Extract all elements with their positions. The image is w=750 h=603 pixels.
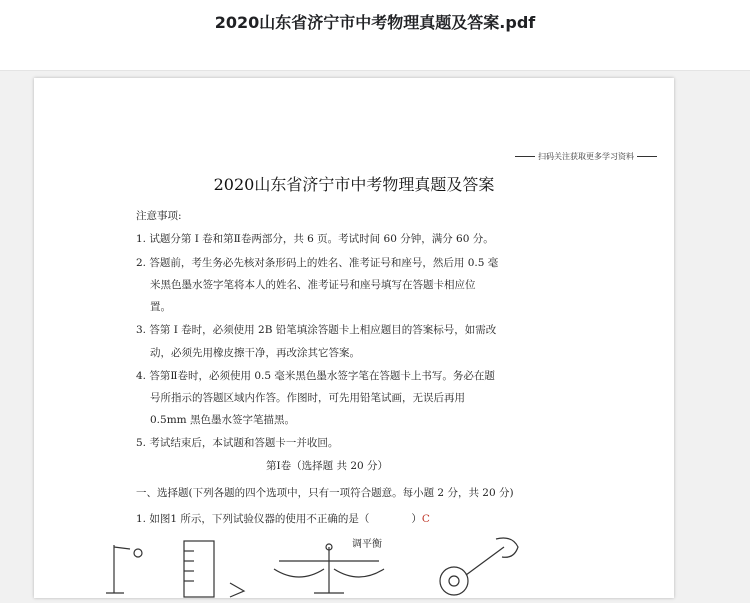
figure-spring-scale [440, 538, 518, 595]
header-dash-right [637, 156, 657, 157]
document-title: 2020山东省济宁市中考物理真题及答案 [213, 175, 495, 194]
question-1-answer: C [421, 513, 430, 525]
figure-1-instruments [34, 533, 674, 603]
figure-cylinder [184, 541, 244, 597]
question-1-text: 1. 如图1 所示，下列试验仪器的使用不正确的是（ ） [136, 513, 422, 525]
header-dash-left [515, 156, 535, 157]
question-1 [136, 511, 430, 526]
notice-line: 1. 试题分第 Ⅰ 卷和第Ⅱ卷两部分，共 6 页。考试时间 60 分钟，满分 60 分。 [136, 233, 494, 245]
notice-line: 置。 [150, 301, 171, 313]
question-intro: 一、选择题(下列各题的四个选项中，只有一项符合题意。每小题 2 分，共 20 分) [136, 487, 514, 499]
notice-line: 3. 答第 Ⅰ 卷时，必须使用 2B 铅笔填涂答题卡上相应题目的答案标号，如需改 [136, 324, 497, 336]
header-note [512, 151, 660, 162]
notice-line: 4. 答第Ⅱ卷时，必须使用 0.5 毫米黑色墨水签字笔在答题卡上书写。务必在题 [136, 370, 495, 382]
viewer-title-bar [0, 0, 750, 71]
notice-line: 0.5mm 黑色墨水签字笔描黑。 [150, 414, 295, 426]
header-note-text: 扫码关注获取更多学习资料 [538, 152, 634, 161]
notice-heading: 注意事项: [136, 210, 182, 222]
file-title: 2020山东省济宁市中考物理真题及答案.pdf [214, 13, 536, 32]
notice-line: 动，必须先用橡皮擦干净，再改涂其它答案。 [150, 347, 360, 359]
section-title: 第Ⅰ卷（选择题 共 20 分） [266, 460, 389, 472]
figure-label: 调平衡 [352, 539, 382, 550]
notice-line: 米黑色墨水签字笔将本人的姓名、准考证号和座号填写在答题卡相应位 [150, 279, 476, 291]
figure-balance [274, 544, 384, 593]
notice-line: 5. 考试结束后，本试题和答题卡一并收回。 [136, 437, 339, 449]
pdf-page [34, 78, 674, 598]
notice-line: 号所指示的答题区域内作答。作图时，可先用铅笔试画，无误后再用 [150, 392, 465, 404]
notice-line: 2. 答题前，考生务必先核对条形码上的姓名、准考证号和座号，然后用 0.5 毫 [136, 257, 499, 269]
figure-thermometer [106, 545, 142, 593]
